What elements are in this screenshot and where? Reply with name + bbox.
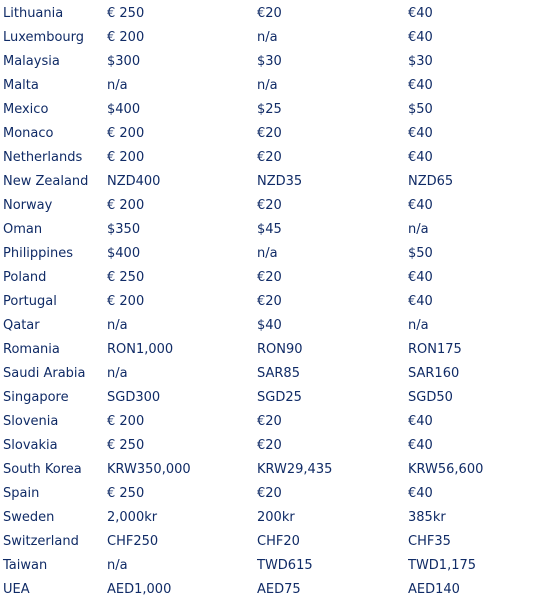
value-cell-3: AED140 [408, 582, 460, 597]
value-cell-1: n/a [107, 78, 128, 93]
country-cell: Saudi Arabia [3, 366, 86, 381]
value-cell-2: n/a [257, 78, 278, 93]
country-cell: Sweden [3, 510, 55, 525]
value-cell-3: TWD1,175 [408, 558, 477, 573]
value-cell-2: €20 [257, 414, 282, 429]
country-cell: Slovakia [3, 438, 58, 453]
country-cell: Singapore [3, 390, 69, 405]
value-cell-1: € 250 [107, 270, 145, 285]
fee-table [0, 2, 542, 602]
value-cell-3: CHF35 [408, 534, 451, 549]
value-cell-1: RON1,000 [107, 342, 174, 357]
value-cell-2: $30 [257, 54, 282, 69]
table-row [0, 338, 542, 362]
value-cell-3: €40 [408, 486, 433, 501]
country-cell: Oman [3, 222, 43, 237]
value-cell-1: CHF250 [107, 534, 159, 549]
value-cell-2: SGD25 [257, 390, 302, 405]
table-row [0, 458, 542, 482]
value-cell-2: $45 [257, 222, 282, 237]
table-row [0, 410, 542, 434]
value-cell-1: € 250 [107, 6, 145, 21]
value-cell-2: €20 [257, 198, 282, 213]
value-cell-3: RON175 [408, 342, 462, 357]
table-row [0, 242, 542, 266]
value-cell-3: SGD50 [408, 390, 453, 405]
value-cell-2: $40 [257, 318, 282, 333]
table-row [0, 170, 542, 194]
value-cell-1: NZD400 [107, 174, 161, 189]
country-cell: Taiwan [3, 558, 48, 573]
value-cell-3: €40 [408, 78, 433, 93]
country-cell: Malaysia [3, 54, 60, 69]
value-cell-2: $25 [257, 102, 282, 117]
value-cell-3: €40 [408, 126, 433, 141]
country-cell: UEA [3, 582, 30, 597]
table-row [0, 2, 542, 26]
country-cell: Romania [3, 342, 60, 357]
table-row [0, 266, 542, 290]
country-cell: Philippines [3, 246, 74, 261]
value-cell-2: TWD615 [257, 558, 313, 573]
country-cell: Spain [3, 486, 40, 501]
value-cell-2: €20 [257, 294, 282, 309]
value-cell-2: NZD35 [257, 174, 303, 189]
value-cell-2: 200kr [257, 510, 295, 525]
value-cell-1: SGD300 [107, 390, 161, 405]
table-row [0, 74, 542, 98]
value-cell-1: n/a [107, 366, 128, 381]
value-cell-2: €20 [257, 150, 282, 165]
value-cell-2: €20 [257, 438, 282, 453]
country-cell: Mexico [3, 102, 49, 117]
value-cell-3: 385kr [408, 510, 446, 525]
table-row [0, 482, 542, 506]
table-row [0, 386, 542, 410]
value-cell-2: SAR85 [257, 366, 300, 381]
country-cell: Norway [3, 198, 53, 213]
value-cell-2: €20 [257, 270, 282, 285]
value-cell-1: € 250 [107, 438, 145, 453]
value-cell-1: n/a [107, 318, 128, 333]
value-cell-1: € 200 [107, 126, 145, 141]
table-row [0, 290, 542, 314]
table-row [0, 218, 542, 242]
value-cell-3: $50 [408, 102, 433, 117]
table-row [0, 146, 542, 170]
value-cell-2: €20 [257, 6, 282, 21]
country-cell: Lithuania [3, 6, 64, 21]
value-cell-3: €40 [408, 270, 433, 285]
value-cell-3: n/a [408, 222, 429, 237]
value-cell-1: € 200 [107, 414, 145, 429]
country-cell: Netherlands [3, 150, 83, 165]
table-row [0, 50, 542, 74]
country-cell: Malta [3, 78, 39, 93]
country-cell: South Korea [3, 462, 82, 477]
table-row [0, 530, 542, 554]
value-cell-1: $300 [107, 54, 141, 69]
value-cell-1: n/a [107, 558, 128, 573]
country-cell: Portugal [3, 294, 57, 309]
value-cell-2: RON90 [257, 342, 303, 357]
country-cell: Qatar [3, 318, 40, 333]
value-cell-2: n/a [257, 246, 278, 261]
value-cell-3: $30 [408, 54, 433, 69]
value-cell-3: NZD65 [408, 174, 454, 189]
value-cell-2: €20 [257, 486, 282, 501]
country-cell: Poland [3, 270, 47, 285]
country-cell: New Zealand [3, 174, 89, 189]
value-cell-3: €40 [408, 198, 433, 213]
value-cell-1: € 200 [107, 30, 145, 45]
table-row [0, 362, 542, 386]
value-cell-1: $400 [107, 102, 141, 117]
country-cell: Slovenia [3, 414, 59, 429]
value-cell-3: €40 [408, 150, 433, 165]
value-cell-1: € 200 [107, 294, 145, 309]
table-row [0, 434, 542, 458]
value-cell-2: KRW29,435 [257, 462, 333, 477]
value-cell-2: n/a [257, 30, 278, 45]
value-cell-1: AED1,000 [107, 582, 172, 597]
value-cell-2: AED75 [257, 582, 301, 597]
table-row [0, 26, 542, 50]
value-cell-3: $50 [408, 246, 433, 261]
table-row [0, 314, 542, 338]
table-row [0, 122, 542, 146]
table-row [0, 98, 542, 122]
value-cell-3: €40 [408, 438, 433, 453]
country-cell: Luxembourg [3, 30, 85, 45]
country-cell: Monaco [3, 126, 54, 141]
value-cell-2: €20 [257, 126, 282, 141]
value-cell-1: $400 [107, 246, 141, 261]
value-cell-1: $350 [107, 222, 141, 237]
value-cell-3: €40 [408, 414, 433, 429]
value-cell-3: KRW56,600 [408, 462, 484, 477]
country-cell: Switzerland [3, 534, 79, 549]
value-cell-1: KRW350,000 [107, 462, 191, 477]
value-cell-3: n/a [408, 318, 429, 333]
value-cell-3: SAR160 [408, 366, 460, 381]
value-cell-3: €40 [408, 6, 433, 21]
table-row [0, 554, 542, 578]
value-cell-3: €40 [408, 30, 433, 45]
value-cell-1: € 250 [107, 486, 145, 501]
table-row [0, 194, 542, 218]
table-row [0, 506, 542, 530]
value-cell-3: €40 [408, 294, 433, 309]
value-cell-1: 2,000kr [107, 510, 158, 525]
table-row [0, 578, 542, 602]
value-cell-1: € 200 [107, 150, 145, 165]
value-cell-1: € 200 [107, 198, 145, 213]
value-cell-2: CHF20 [257, 534, 300, 549]
